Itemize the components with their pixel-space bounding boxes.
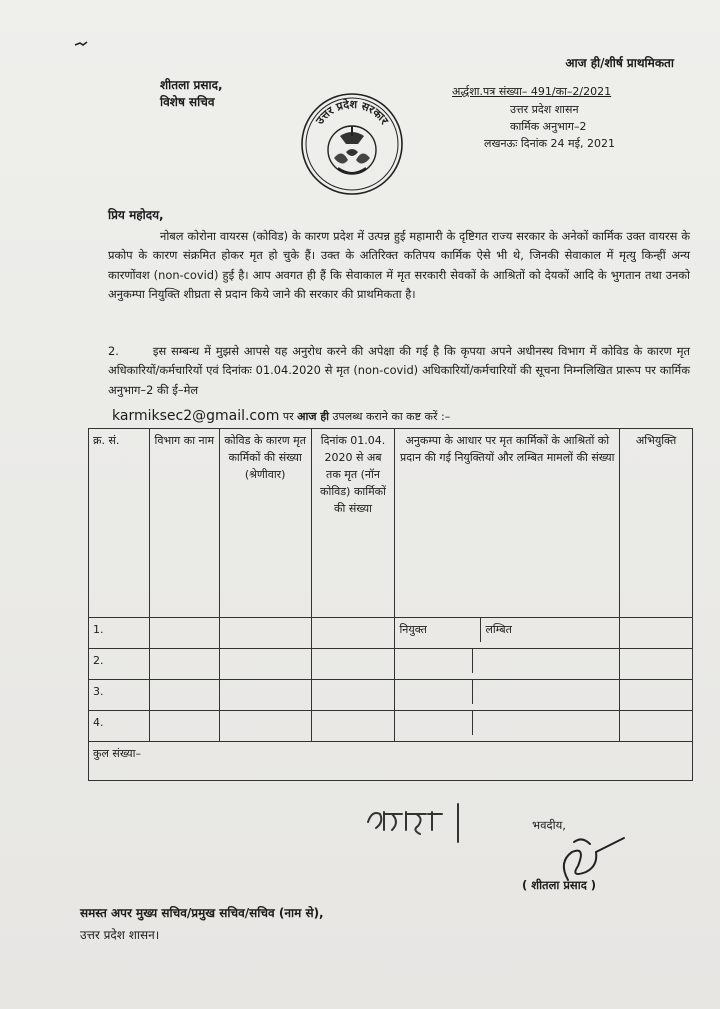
addressee-place: उत्तर प्रदेश शासन। bbox=[80, 928, 160, 942]
row-serial: 4. bbox=[89, 711, 150, 742]
paragraph-1 bbox=[108, 227, 690, 305]
proforma-table bbox=[88, 428, 693, 781]
table-row bbox=[89, 680, 693, 711]
sender-name: शीतला प्रसाद, bbox=[160, 78, 223, 92]
table-header-row bbox=[89, 429, 693, 618]
appointments-split-cell bbox=[395, 618, 620, 649]
addressee: समस्त अपर मुख्य सचिव/प्रमुख सचिव/सचिव (नाम से), bbox=[80, 906, 324, 920]
paragraph-1-text: नोबल कोरोना वायरस (कोविड) के कारण प्रदेश में उत्पन्न हुई महामारी के दृष्टिगत राज्य सरकार के अनेकों कार्मिक उक्त वायरस के प्रकोप के कारण संक्रमित होकर मृत हो चुके हैं। उक्त के अतिरिक्त कतिपय कार्मिक ऐसे भी थे, जिनकी सेवाकाल में मृत्यु किन्हीं अन्य कारणोंवश (non-covid) हुई है। आप अवगत ही हैं कि सेवाकाल में मृत सरकारी सेवकों के आश्रितों को देयकों आदि के भुगतान तथा उनको अनुकम्पा नियुक्ति शीघ्रता से प्रदान किये जाने की सरकार की प्राथमिकता है। bbox=[108, 229, 690, 302]
place-date: लखनऊः दिनांक 24 मई, 2021 bbox=[484, 137, 615, 150]
handwritten-sadar-icon bbox=[362, 800, 474, 846]
table-cell bbox=[219, 649, 311, 680]
row-serial: 2. bbox=[89, 649, 150, 680]
table-row bbox=[89, 711, 693, 742]
salutation: प्रिय महोदय, bbox=[108, 208, 164, 222]
table-total-row bbox=[89, 742, 693, 781]
priority-note: आज ही/शीर्ष प्राथमिकता bbox=[565, 56, 674, 70]
table-cell bbox=[219, 711, 311, 742]
table-cell bbox=[219, 680, 311, 711]
table-row bbox=[89, 618, 693, 649]
table-cell bbox=[311, 680, 395, 711]
appointments-split-cell bbox=[395, 649, 620, 680]
table-cell bbox=[149, 680, 219, 711]
sub-pending: लम्बित bbox=[485, 623, 512, 636]
corner-mark-icon bbox=[74, 40, 88, 48]
table-cell bbox=[620, 711, 693, 742]
table-cell bbox=[620, 680, 693, 711]
col-serial: क्र. सं. bbox=[89, 429, 150, 618]
col-noncovid-deaths: दिनांक 01.04. 2020 से अब तक मृत (नॉन कोविड) कार्मिकों की संख्या bbox=[311, 429, 395, 618]
emblem-text: उत्तर प्रदेश सरकार bbox=[313, 97, 391, 127]
paragraph-2-number: 2. bbox=[108, 344, 119, 358]
signatory-name: ( शीतला प्रसाद ) bbox=[522, 878, 597, 892]
sub-appointed: नियुक्त bbox=[395, 618, 481, 642]
appointments-split-cell bbox=[395, 711, 620, 742]
email-bold-text: आज ही bbox=[297, 410, 330, 423]
table-cell bbox=[311, 618, 395, 649]
email-address: karmiksec2@gmail.com bbox=[112, 408, 280, 424]
row-serial: 1. bbox=[89, 618, 150, 649]
reference-number: अर्द्धशा.पत्र संख्या– 491/का–2/2021 bbox=[452, 85, 612, 98]
appointments-split-cell bbox=[395, 680, 620, 711]
table-cell bbox=[620, 649, 693, 680]
table-cell bbox=[149, 618, 219, 649]
paragraph-2 bbox=[108, 342, 690, 400]
table-cell bbox=[219, 618, 311, 649]
up-government-emblem-icon bbox=[298, 88, 406, 196]
row-serial: 3. bbox=[89, 680, 150, 711]
email-mid: पर bbox=[282, 410, 294, 423]
col-covid-deaths: कोविड के कारण मृत कार्मिकों की संख्या (श्रेणीवार) bbox=[219, 429, 311, 618]
table-cell bbox=[149, 649, 219, 680]
col-remarks: अभियुक्ति bbox=[620, 429, 693, 618]
total-label: कुल संख्या– bbox=[89, 742, 693, 781]
col-department: विभाग का नाम bbox=[149, 429, 219, 618]
sender-title: विशेष सचिव bbox=[160, 95, 215, 109]
table-cell bbox=[620, 618, 693, 649]
paragraph-2-text: इस सम्बन्ध में मुझसे आपसे यह अनुरोध करने की अपेक्षा की गई है कि कृपया अपने अधीनस्थ विभाग में कोविड के कारण मृत अधिकारियों/कर्मचारियों एवं दिनांकः 01.04.2020 से मृत (non-covid) अधिकारियों/कर्मचारियों की सूचना निम्नलिखित प्रारूप पर कार्मिक अनुभाग–2 की ई–मेल bbox=[108, 344, 690, 397]
table-cell bbox=[311, 711, 395, 742]
table-row bbox=[89, 649, 693, 680]
department-name: कार्मिक अनुभाग–2 bbox=[510, 120, 587, 133]
col-compassionate-appointments: अनुकम्पा के आधार पर मृत कार्मिकों के आश्रितों को प्रदान की गई नियुक्तियों और लम्बित मामलों की संख्या bbox=[395, 429, 620, 618]
email-tail: उपलब्ध कराने का कष्ट करें :– bbox=[332, 410, 451, 423]
table-cell bbox=[149, 711, 219, 742]
email-line bbox=[112, 408, 450, 424]
closing-bhavdiy: भवदीय, bbox=[532, 818, 566, 832]
government-name: उत्तर प्रदेश शासन bbox=[510, 103, 579, 116]
table-cell bbox=[311, 649, 395, 680]
